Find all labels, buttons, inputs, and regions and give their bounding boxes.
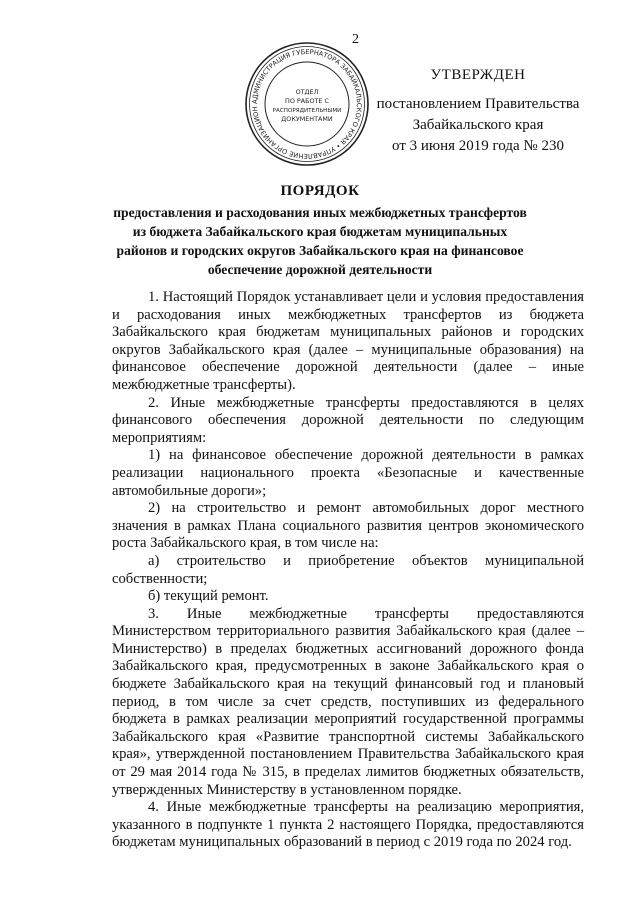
approval-line: от 3 июня 2019 года № 230 bbox=[392, 138, 564, 154]
paragraph: 1. Настоящий Порядок устанавливает цели и условия предоставления и расходования иных межбюджетных трансфертов из бюджета Забайкальского края бюджетам муниципальных районов и городских округов Забайкальского края (далее – муниципальные образования) на финансовое обеспечение дорожной деятельности (далее – иные межбюджетные трансферты). bbox=[112, 289, 584, 393]
official-stamp bbox=[243, 40, 371, 168]
paragraph: 2. Иные межбюджетные трансферты предоставляются в целях финансового обеспечения дорожной деятельности по следующим мероприятиям: bbox=[112, 394, 584, 446]
paragraph: а) строительство и приобретение объектов муниципальной собственности; bbox=[112, 552, 584, 587]
title-heading: ПОРЯДОК bbox=[280, 183, 360, 199]
stamp-center-line: ДОКУМЕНТАМИ bbox=[281, 115, 333, 123]
approval-line: постановлением Правительства bbox=[376, 96, 580, 112]
stamp-center-line: РАСПОРЯДИТЕЛЬНЫМИ bbox=[272, 108, 342, 114]
paragraph: б) текущий ремонт. bbox=[148, 588, 269, 605]
stamp-center-line: ПО РАБОТЕ С bbox=[285, 97, 329, 105]
approved-label: УТВЕРЖДЕН bbox=[430, 67, 526, 83]
document-title bbox=[110, 183, 530, 279]
page-number: 2 bbox=[352, 32, 359, 47]
stamp-center-line: ОТДЕЛ bbox=[295, 88, 319, 96]
paragraph: 2) на строительство и ремонт автомобильных дорог местного значения в рамках Плана социального развития центров экономического роста Забайкальского края, в том числе на: bbox=[112, 500, 584, 552]
paragraph: 4. Иные межбюджетные трансферты на реализацию мероприятия, указанного в подпункте 1 пункта 2 настоящего Порядка, предоставляются бюджетам муниципальных образований в период с 2019 года по 2024 год. bbox=[112, 799, 584, 851]
approval-line: Забайкальского края bbox=[412, 117, 544, 133]
document-body bbox=[112, 289, 584, 852]
stamp-ring-text: АДМИНИСТРАЦИЯ ГУБЕРНАТОРА ЗАБАЙКАЛЬСКОГО КРАЯ • УПРАВЛЕНИЕ ОРГАНИЗАЦИОН bbox=[250, 47, 364, 161]
paragraph: 3. Иные межбюджетные трансферты предоставляются Министерством территориального развития Забайкальского края (далее – Министерство) в пределах бюджетных ассигнований дорожного фонда Забайкальского края, предусмотренных в законе Забайкальского края о бюджете Забайкальского края на текущий финансовый год и плановый период, в том числе за счет средств, поступивших из федерального бюджета в рамках реализации мероприятий государственной программы Забайкальского края «Развитие транспортной системы Забайкальского края», утвержденной постановлением Правительства Забайкальского края от 29 мая 2014 года № 315, в пределах лимитов бюджетных обязательств, утвержденных Министерству в установленном порядке. bbox=[112, 605, 584, 798]
approval-block bbox=[368, 65, 588, 157]
title-subtitle: предоставления и расходования иных межбюджетных трансфертов из бюджета Забайкальского края бюджетам муниципальных районов и городских округов Забайкальского края на финансовое обеспечение дорожной деятельности bbox=[113, 205, 527, 277]
paragraph: 1) на финансовое обеспечение дорожной деятельности в рамках реализации национального проекта «Безопасные и качественные автомобильные дороги»; bbox=[112, 447, 584, 499]
